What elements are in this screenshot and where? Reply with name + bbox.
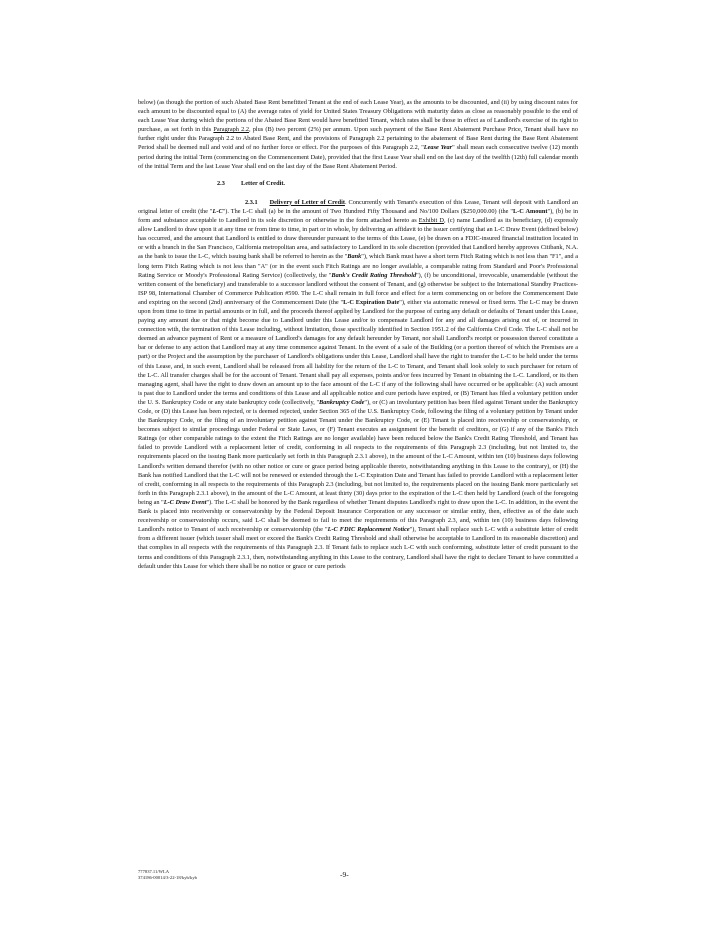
section-heading <box>138 179 578 188</box>
defined-term-credit-rating-threshold: Bank's Credit Rating Threshold <box>331 271 417 279</box>
defined-term-lc-fdic-replacement-notice: L-C FDIC Replacement Notice <box>327 526 410 534</box>
defined-term-lc-expiration-date: L-C Expiration Date <box>343 298 400 306</box>
footer-document-id <box>138 869 197 881</box>
defined-term-bank: Bank <box>347 253 362 261</box>
page-number: -9- <box>340 870 349 879</box>
footer-doc-id-line2: 374186-00014/3-22-18/kyb/kyb <box>138 875 197 880</box>
paragraph-reference-link: Paragraph 2.2 <box>213 126 249 134</box>
document-body <box>138 98 578 571</box>
subsection-number: 2.3.1 <box>245 198 258 206</box>
section-title: Letter of Credit. <box>241 179 286 187</box>
defined-term-bankruptcy-code: Bankruptcy Code <box>319 398 365 406</box>
paragraph-2-3-1: 2.3.1 Delivery of Letter of Credit. Concurrently with Tenant's execution of this Lease, Tenant will deposit with Landlord an original letter of credit (the "L-C"). The L-C shall (a) be in the amount of Two Hundred Fifty Thousand and No/100 Dollars ($250,000.00) (the "L-C Amount"), (b) be in form and substance acceptable to Landlord in its sole discretion or otherwise in the form attached hereto as Exhibit D, (c) name Landlord as its beneficiary, (d) expressly allow Landlord to draw upon it at any time or from time to time, in part or in whole, by delivering an affidavit to the issuer certifying that an L-C Draw Event (defined below) has occurred, and the amount that Landlord is entitled to draw thereunder pursuant to the terms of this Lease, (e) be drawn on a FDIC-insured financial institution located in or with a branch in the San Francisco, California metropolitan area, and satisfactory to Landlord in its sole discretion (provided that Landlord hereby approves Citibank, N.A. as the bank to issue the L-C, which issuing bank shall be referred to herein as the "Bank"), which Bank must have a short term Fitch Rating which is not less than "F1", and a long term Fitch Rating which is not less than "A" (or in the event such Fitch Ratings are no longer available, a comparable rating from Standard and Poor's Professional Rating Service or Moody's Professional Rating Service) (collectively, the "Bank's Credit Rating Threshold"), (f) be unconditional, irrevocable, unamendable (without the written consent of the beneficiary) and transferable to a successor landlord without the consent of Tenant, and (g) otherwise be subject to the International Standby Practices-ISP 98, International Chamber of Commerce Publication #590. The L-C shall remain in full force and effect for a term commencing on or before the Commencement Date and expiring on the second (2nd) anniversary of the Commencement Date (the "L-C Expiration Date"), either via automatic renewal or fixed term. The L-C may be drawn upon from time to time in partial amounts or in full, and the proceeds thereof applied by Landlord for the purpose of curing any default or defaults of Tenant under this Lease, paying any amount due or that might become due to Landlord under this Lease and/or to compensate Landlord for any and all damages arising out of, or incurred in connection with, the termination of this Lease including, without limitation, those specifically identified in Section 1951.2 of the California Civil Code. The L-C shall not be deemed an advance payment of Rent or a measure of Landlord's damages for any default hereunder by Tenant, nor shall Landlord's receipt or possession thereof constitute a bar or defense to any action that Landlord may at any time commence against Tenant. In the event of a sale of the Building (or a portion thereof of which the Premises are a part) or the Project and the assumption by the purchaser of Landlord's obligations under this Lease, Landlord shall have the right to transfer the L-C to be held under the terms of this Lease, and, in such event, Landlord shall be released from all liability for the return of the L-C to Tenant, and Tenant shall look solely to such purchaser for return of the L-C. All transfer charges shall be for the account of Tenant. Tenant shall pay all expenses, points and/or fees incurred by Tenant in obtaining the L-C. Landlord, or its then managing agent, shall have the right to draw down an amount up to the face amount of the L-C if any of the following shall have occurred or be applicable: (A) such amount is past due to Landlord under the terms and conditions of this Lease and all applicable notice and cure periods have expired, or (B) Tenant has filed a voluntary petition under the U. S. Bankruptcy Code or any state bankruptcy code (collectively, "Bankruptcy Code"), or (C) an involuntary petition has been filed against Tenant under the Bankruptcy Code, or (D) this Lease has been rejected, or is deemed rejected, under Section 365 of the U.S. Bankruptcy Code, following the filing of a voluntary petition by Tenant under the Bankruptcy Code, or the filing of an involuntary petition against Tenant under the Bankruptcy Code, or (E) Tenant is placed into receivership or conservatorship, or becomes subject to similar proceedings under Federal or State Laws, or (F) Tenant executes an assignment for the benefit of creditors, or (G) if any of the Bank's Fitch Ratings (or other comparable ratings to the extent the Fitch Ratings are no longer available) have been reduced below the Bank's Credit Rating Threshold, and Tenant has failed to provide Landlord with a replacement letter of credit, conforming in all respects to the requirements of this Paragraph 2.3 (including, but not limited to, the requirements placed on the issuing Bank more particularly set forth in this Paragraph 2.3.1 above), in the amount of the L-C Amount, within ten (10) business days following Landlord's written demand therefor (with no other notice or cure or grace period being applicable thereto, notwithstanding anything in this Lease to the contrary), or (H) the Bank has notified Landlord that the L-C will not be renewed or extended through the L-C Expiration Date and Tenant has failed to provide Landlord with a replacement letter of credit, conforming in all respects to the requirements of this Paragraph 2.3 (including, but not limited to, the requirements placed on the issuing Bank more particularly set forth in this Paragraph 2.3.1 above), in the amount of the L-C Amount, at least thirty (30) days prior to the expiration of the L-C then held by Landlord (each of the foregoing being an "L-C Draw Event"). The L-C shall be honored by the Bank regardless of whether Tenant disputes Landlord's right to draw upon the L-C. In addition, in the event the Bank is placed into receivership or conservatorship by the Federal Deposit Insurance Corporation or any successor or similar entity, then, effective as of the date such receivership or conservatorship occurs, said L-C shall be deemed to fail to meet the requirements of this Paragraph 2.3, and, within ten (10) business days following Landlord's notice to Tenant of such receivership or conservatorship (the "L-C FDIC Replacement Notice"), Tenant shall replace such L-C with a substitute letter of credit from a different issuer (which issuer shall meet or exceed the Bank's Credit Rating Threshold and shall otherwise be acceptable to Landlord in its reasonable discretion) and that complies in all respects with the requirements of this Paragraph 2.3. If Tenant fails to replace such L-C with such conforming, substitute letter of credit pursuant to the terms and conditions of this Paragraph 2.3.1, then, notwithstanding anything in this Lease to the contrary, Landlord shall have the right to declare Tenant to have committed a default under this Lease for which there shall be no notice or grace or cure periods <box>138 198 579 570</box>
defined-term-lease-year: Lease Year <box>423 144 453 152</box>
defined-term-lc-draw-event: L-C Draw Event <box>163 498 207 506</box>
subsection-title: Delivery of Letter of Credit <box>269 198 345 206</box>
paragraph-intro: below) (as though the portion of such Abated Base Rent benefitted Tenant at the end of each Lease Year), as the amounts to be discounted, and (ii) by using discount rates for each amount to be discounted equal to (A) the average rates of yield for United States Treasury Obligations with maturity dates as close as reasonably possible to the end of each Lease Year during which the portions of the Abated Base Rent would have benefitted Tenant, which rates shall be those in effect as of Landlord's exercise of its right to purchase, as set forth in this Paragraph 2.2, plus (B) two percent (2%) per annum. Upon such payment of the Base Rent Abatement Purchase Price, Tenant shall have no further right under this Paragraph 2.2 to Abated Base Rent, and the provisions of Paragraph 2.2 pertaining to the abatement of Base Rent during the Base Rent Abatement Period shall be deemed null and void and of no further force or effect. For the purposes of this Paragraph 2.2, "Lease Year" shall mean each consecutive twelve (12) month period during the initial Term (commencing on the Commencement Date), provided that the first Lease Year shall end on the last day of the twelfth (12th) full calendar month of the initial Term and the last Lease Year shall end on the last day of the Base Rent Abatement Period. <box>138 99 578 170</box>
defined-term-lc-amount: L-C Amount <box>512 207 548 215</box>
exhibit-reference: Exhibit D <box>418 217 444 225</box>
section-number: 2.3 <box>217 179 225 187</box>
defined-term-lc: L-C <box>212 207 223 215</box>
footer-doc-id-line1: 777837.11/WLA <box>138 869 170 874</box>
